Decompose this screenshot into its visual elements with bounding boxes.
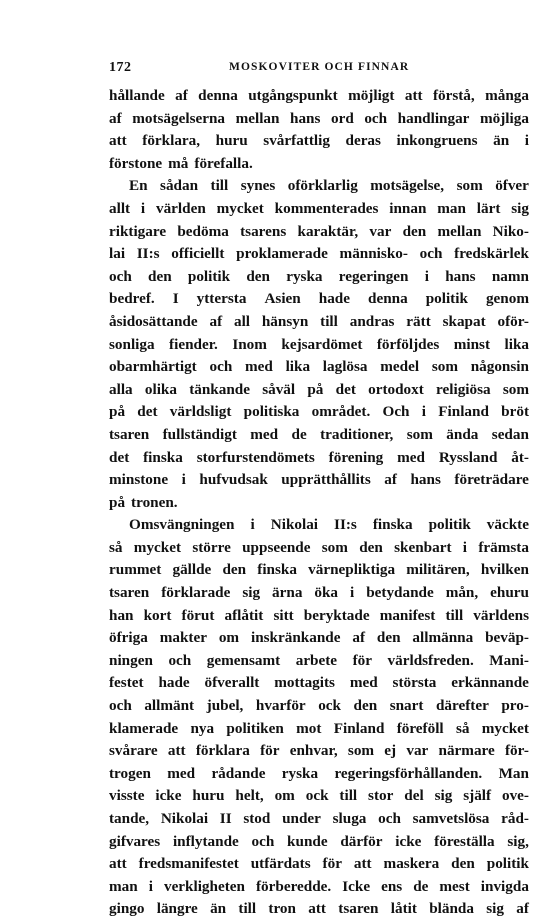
text-line: af motsägelserna mellan hans ord och handlingar möjliga <box>109 109 529 127</box>
text-line: det finska storfurstendömets förening med Ryssland åt- <box>109 448 529 466</box>
text-line: tsaren förklarade sig ärna öka i betydande mån, ehuru <box>109 584 529 602</box>
text-line: svårare att förklara för enhvar, som ej var närmare för- <box>109 742 529 760</box>
text-line: minstone i hufvudsak upprätthållits af hans företrädare <box>109 471 529 489</box>
text-line: han kort förut aflåtit sitt beryktade manifest till världens <box>109 606 529 624</box>
text-line: på tronen. <box>109 493 178 511</box>
text-line: tsaren fullständigt med de traditioner, som ända sedan <box>109 425 529 443</box>
text-line: En sådan till synes oförklarlig motsägelse, som öfver <box>129 177 529 195</box>
text-line: riktigare bedöma tsarens karaktär, var den mellan Niko- <box>109 222 529 240</box>
text-line: och allmänt jubel, hvarför ock den snart därefter pro- <box>109 697 529 715</box>
text-line: så mycket större uppseende som den skenbart i främsta <box>109 538 529 556</box>
text-line: förstone må förefalla. <box>109 154 253 172</box>
text-line: hållande af denna utgångspunkt möjligt att förstå, många <box>109 87 529 104</box>
text-line: att fredsmanifestet utfärdats för att maskera den politik <box>109 855 529 873</box>
text-line: klamerade nya politiken mot Finland föreföll så mycket <box>109 719 529 737</box>
text-line: lai II:s officiellt proklamerade människo- och fredskärlek <box>109 245 529 263</box>
text-line: gingo längre än till tron att tsaren låtit blända sig af <box>109 900 529 918</box>
text-line: alla olika tänkande såväl på det ortodoxt religiösa som <box>109 380 529 398</box>
text-line: på det världsligt politiska området. Och i Finland bröt <box>109 403 529 421</box>
text-line: ningen och gemensamt arbete för världsfreden. Mani- <box>109 651 529 669</box>
text-line: rummet gällde den finska värnepliktiga militären, hvilken <box>109 561 529 579</box>
text-line: öfriga makter om inskränkande af den allmänna beväp- <box>109 629 529 647</box>
text-line: festet hade öfverallt mottagits med största erkännande <box>109 674 529 692</box>
text-line: trogen med rådande ryska regeringsförhållanden. Man <box>109 764 529 782</box>
text-line: bedref. I yttersta Asien hade denna politik genom <box>109 290 529 308</box>
text-line: visste icke huru helt, om ock till stor del sig själf ove- <box>109 787 529 805</box>
page-number: 172 <box>109 60 132 75</box>
text-line: Omsvängningen i Nikolai II:s finska politik väckte <box>129 516 529 534</box>
text-line: att förklara, huru svårfattlig deras inkongruens än i <box>109 132 529 150</box>
text-line: tande, Nikolai II stod under sluga och samvetslösa råd- <box>109 810 529 827</box>
text-line: åsidosättande af all hänsyn till andras rätt skapat oför- <box>109 312 529 330</box>
running-head <box>109 60 517 80</box>
running-title: MOSKOVITER OCH FINNAR <box>229 61 410 73</box>
text-line: sonliga fiender. Inom kejsardömet förföljdes minst lika <box>109 335 529 353</box>
text-line: och den politik den ryska regeringen i hans namn <box>109 267 529 285</box>
text-line: gifvares inflytande och kunde därför icke föreställa sig, <box>109 832 529 850</box>
text-line: man i verkligheten förberedde. Icke ens de mest invigda <box>109 877 529 895</box>
text-line: allt i världen mycket kommenterades innan man lärt sig <box>109 199 529 217</box>
text-line: obarmhärtigt och med lika laglösa medel som någonsin <box>109 358 529 376</box>
body-text <box>109 85 529 921</box>
